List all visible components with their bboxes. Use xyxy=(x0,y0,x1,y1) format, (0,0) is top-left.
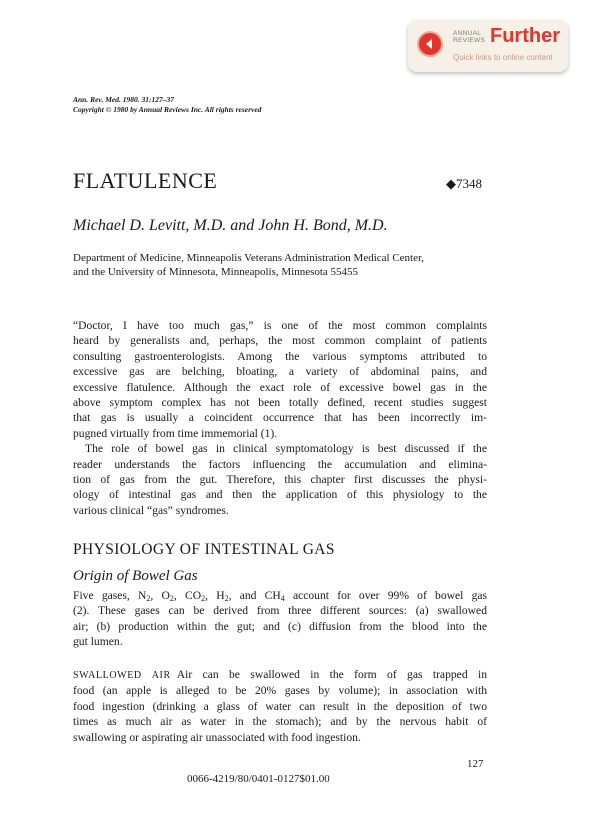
text-line: consulting gastroenterologists. Among the various symptoms attributed to xyxy=(73,349,487,363)
subscript: 2 xyxy=(224,594,229,603)
text-line: excessive gas are belching, bloating, a variety of abdominal pains, and xyxy=(73,365,487,379)
text-line: gut lumen. xyxy=(73,635,123,649)
text-line: air; (b) production within the gut; and (c) diffusion from the blood into the xyxy=(73,619,487,633)
affiliation-line-2: and the University of Minnesota, Minneapolis, Minnesota 55455 xyxy=(73,266,359,278)
origin-paragraph xyxy=(73,588,487,650)
subscript: 2 xyxy=(146,594,151,603)
page-number: 127 xyxy=(467,758,484,770)
section-heading: PHYSIOLOGY OF INTESTINAL GAS xyxy=(73,541,335,558)
subscript: 2 xyxy=(201,594,206,603)
text-run: account for over 99% of bowel gas xyxy=(284,589,488,602)
text-run: , CO xyxy=(173,589,202,602)
text-run: Five gases, N xyxy=(73,589,147,602)
text-line: food ingestion (drinking a glass of water can result in the deposition of two xyxy=(73,699,487,713)
subscript: 4 xyxy=(280,594,285,603)
run-in-heading: SWALLOWED AIR xyxy=(73,670,171,681)
swallowed-air-paragraph xyxy=(73,667,487,745)
text-line xyxy=(73,588,487,603)
text-line: pugned virtually from time immemorial (1). xyxy=(73,426,278,440)
badge-reviews: REVIEWS xyxy=(453,37,486,44)
text-line: heard by generalists and, perhaps, the most common complaint of patients xyxy=(73,334,487,348)
text-line: (2). These gases can be derived from three different sources: (a) swallowed xyxy=(73,604,487,618)
article-title: FLATULENCE xyxy=(73,168,218,193)
article-code: ◆7348 xyxy=(446,176,482,191)
badge-annual: ANNUAL xyxy=(453,30,482,37)
text-line: excessive flatulence. Although the exact role of excessive bowel gas in the xyxy=(73,380,487,394)
intro-paragraph xyxy=(73,318,487,518)
citation-line-1: Ann. Rev. Med. 1980. 31:127–37 xyxy=(73,95,174,104)
authors: Michael D. Levitt, M.D. and John H. Bond, M.D. xyxy=(73,217,388,234)
affiliation-line-1: Department of Medicine, Minneapolis Veterans Administration Medical Center, xyxy=(73,252,424,264)
text-line: reader understands the factors influencing the accumulation and elimina- xyxy=(73,457,487,471)
play-icon xyxy=(417,31,443,57)
text-run: , O xyxy=(150,589,170,602)
text-line: tion of gas from the gut. Therefore, this chapter first discusses the physi- xyxy=(73,473,487,487)
subscript: 2 xyxy=(169,594,174,603)
text-run: , H xyxy=(205,589,225,602)
text-line: times as much air as water in the stomach); and by the nervous habit of xyxy=(73,715,487,729)
badge-annual-reviews xyxy=(453,30,485,44)
text-line: ology of intestinal gas and then the application of this physiology to the xyxy=(73,488,487,502)
text-line: above symptom complex has not been totally defined, recent studies suggest xyxy=(73,396,487,410)
citation-line-2: Copyright © 1980 by Annual Reviews Inc. All rights reserved xyxy=(73,105,262,114)
text-line: various clinical “gas” syndromes. xyxy=(73,503,229,517)
text-line: that gas is usually a coincident occurrence that has been incorrectly im- xyxy=(73,411,487,425)
subsection-heading: Origin of Bowel Gas xyxy=(73,568,198,584)
badge-subtitle: Quick links to online content xyxy=(453,53,553,62)
badge-brand: Further xyxy=(490,25,560,47)
text-line xyxy=(73,667,487,683)
text-line: food (an apple is alleged to be 20% gases by volume); in association with xyxy=(73,684,487,698)
text-line: swallowing or aspirating air unassociated with food ingestion. xyxy=(73,730,361,744)
text-run: , and CH xyxy=(228,589,281,602)
text-line: The role of bowel gas in clinical symptomatology is best discussed if the xyxy=(85,442,487,456)
footer-code: 0066-4219/80/0401-0127$01.00 xyxy=(187,773,330,785)
text-line: “Doctor, I have too much gas,” is one of the most common complaints xyxy=(73,319,487,332)
further-badge[interactable] xyxy=(408,20,568,72)
text-run: Air can be swallowed in the form of gas trapped in xyxy=(176,668,487,681)
